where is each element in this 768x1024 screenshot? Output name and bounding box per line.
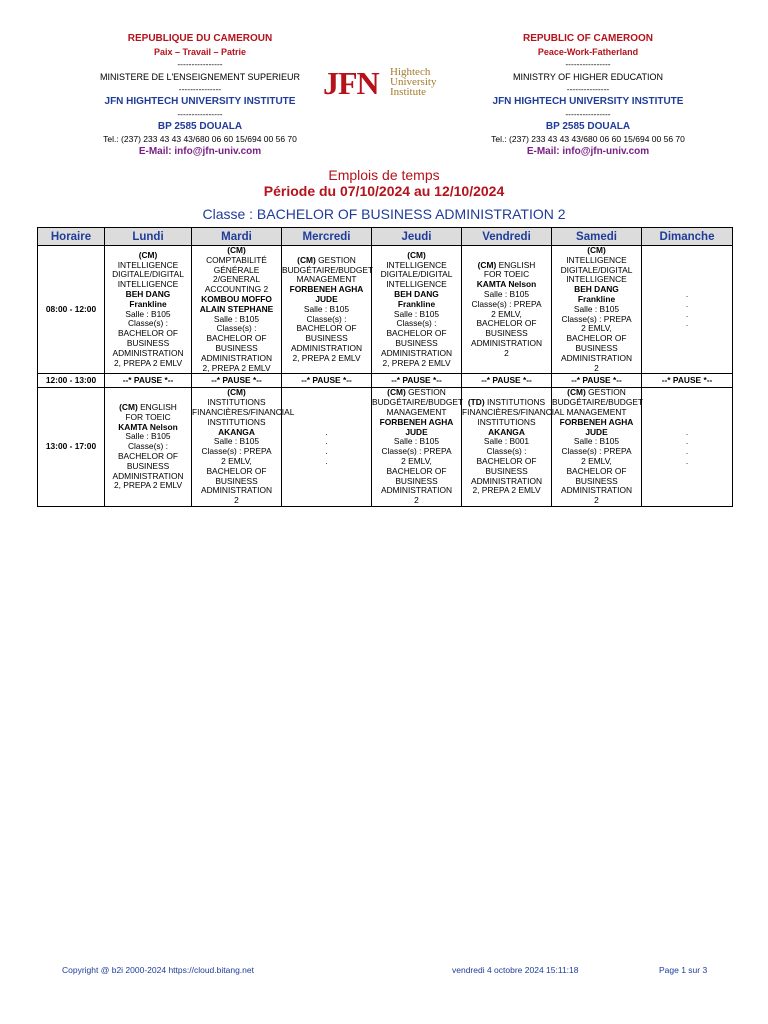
cell-line: Classe(s) : (396, 318, 437, 329)
cell-line: (CM) (407, 249, 426, 260)
cell-line: FINANCIÈRES/FINANCIAL (462, 406, 565, 417)
cell-line: Salle : B105 (573, 303, 620, 314)
cell-line: 2 (414, 495, 419, 506)
cell-line: 2, PREPA 2 EMLV (113, 480, 183, 491)
cell-line: . (685, 289, 689, 300)
cell-line: ADMINISTRATION (470, 475, 543, 486)
course-cell (192, 246, 282, 374)
cell-line: Salle : B105 (125, 431, 171, 442)
cell-line: . (685, 446, 689, 457)
cell-line: AKANGA (218, 426, 255, 437)
separator: ---------------- (177, 109, 223, 119)
cell-line: BUSINESS (305, 333, 348, 344)
cell-line: BUDGÉTAIRE/BUDGET (552, 397, 644, 408)
cell-line: BUDGÉTAIRE/BUDGET (282, 264, 374, 275)
pause-cell: --* PAUSE *-- (282, 374, 372, 388)
cell-line: ADMINISTRATION (380, 485, 453, 496)
timetable-row-afternoon (38, 388, 733, 507)
timetable-row-morning (38, 246, 733, 374)
cell-line: BUSINESS (575, 475, 618, 486)
cell-line: INSTITUTIONS (477, 416, 536, 427)
time-slot: 12:00 - 13:00 (38, 374, 105, 388)
country-name: REPUBLIQUE DU CAMEROUN (127, 33, 273, 44)
cell-line: Classe(s) : PREPA (561, 313, 632, 324)
cell-line: Salle : B105 (213, 313, 260, 324)
cell-line: Classe(s) : PREPA (201, 446, 272, 457)
cell-line: Salle : B105 (213, 436, 260, 447)
cell-line: FOR TOEIC (125, 411, 171, 422)
cell-line: ALAIN STEPHANE (199, 303, 274, 314)
cell-line: BACHELOR OF (566, 465, 627, 476)
cell-line: ADMINISTRATION (470, 338, 543, 349)
cell-line: (TD) INSTITUTIONS (467, 397, 546, 408)
time-slot: 13:00 - 17:00 (38, 388, 105, 507)
column-header: Mercredi (282, 228, 372, 246)
cell-line: KAMTA Nelson (118, 421, 178, 432)
cell-line: BACHELOR OF (117, 451, 179, 462)
cell-line: INTELLIGENCE (117, 279, 179, 290)
cell-line: AKANGA (488, 426, 525, 437)
course-cell (462, 246, 552, 374)
cell-line: DIGITALE/DIGITAL (560, 264, 633, 275)
cell-line: FORBENEH AGHA (289, 284, 364, 295)
postal-box: BP 2585 DOUALA (545, 120, 631, 132)
cell-line: BUSINESS (215, 475, 258, 486)
cell-line: FOR TOEIC (483, 269, 530, 280)
cell-line: 2 (504, 347, 509, 358)
cell-line: BACHELOR OF (386, 465, 447, 476)
cell-line: INTELLIGENCE (566, 274, 627, 285)
course-cell (282, 246, 372, 374)
cell-line: . (685, 298, 689, 309)
column-header: Jeudi (372, 228, 462, 246)
cell-line: 2 (594, 495, 599, 506)
cell-line: BACHELOR OF (206, 465, 267, 476)
cell-line: (CM) ENGLISH (477, 259, 536, 270)
course-cell (642, 388, 733, 507)
cell-line: BACHELOR OF (386, 328, 447, 339)
cell-line: . (325, 426, 328, 437)
course-cell (372, 246, 462, 374)
cell-line: . (325, 455, 328, 466)
institute-name: JFN HIGHTECH UNIVERSITY INSTITUTE (104, 95, 296, 107)
cell-line: 2 EMLV, (221, 455, 252, 466)
course-cell (372, 388, 462, 507)
cell-line: COMPTABILITÉ (206, 254, 267, 265)
cell-line: ADMINISTRATION (560, 485, 633, 496)
ministry-name: MINISTERE DE L'ENSEIGNEMENT SUPERIEUR (99, 71, 301, 82)
cell-line: Classe(s) : (127, 441, 169, 452)
course-cell (105, 246, 192, 374)
header-left (70, 33, 330, 158)
footer-print-date: vendredi 4 octobre 2024 15:11:18 (452, 965, 579, 975)
cell-line: FORBENEH AGHA (379, 416, 454, 427)
cell-line: FINANCIÈRES/FINANCIAL (192, 406, 295, 417)
cell-line: ADMINISTRATION (112, 470, 184, 481)
cell-line: Salle : B105 (303, 303, 350, 314)
cell-line: BUSINESS (575, 342, 618, 353)
cell-line: Frankline (129, 298, 167, 309)
footer-page-number: Page 1 sur 3 (659, 965, 708, 975)
course-cell (192, 387, 295, 507)
cell-line: (CM) (587, 245, 606, 255)
separator: ---------------- (565, 59, 611, 69)
cell-line: BACHELOR OF (566, 333, 627, 344)
phone-numbers: Tel.: (237) 233 43 43 43/680 06 60 15/694 00 56 70 (103, 134, 297, 144)
timetable (37, 227, 733, 507)
cell-line: BACHELOR OF (476, 318, 537, 329)
cell-line: (CM) (138, 249, 158, 260)
cell-line: GÉNÉRALE (213, 264, 260, 275)
cell-line: ADMINISTRATION (200, 352, 273, 363)
cell-line: BUSINESS (126, 460, 170, 471)
cell-line: 2, PREPA 2 EMLV (472, 485, 541, 496)
cell-line: Salle : B105 (393, 308, 440, 319)
cell-line: BEH DANG (574, 284, 619, 295)
cell-line: BACHELOR OF (476, 455, 537, 466)
cell-line: (CM) (227, 245, 246, 255)
pause-cell: --* PAUSE *-- (192, 374, 282, 388)
cell-line: (CM) (227, 387, 246, 398)
cell-line: . (685, 455, 689, 466)
column-header: Samedi (552, 228, 642, 246)
cell-line: MANAGEMENT (296, 274, 357, 285)
cell-line: INTELLIGENCE (566, 254, 627, 265)
cell-line: Salle : B105 (125, 308, 171, 319)
timetable-header-row (38, 228, 733, 246)
cell-line: BUSINESS (126, 338, 170, 349)
separator: --------------- (566, 84, 610, 94)
cell-line: MANAGEMENT (566, 406, 627, 417)
cell-line: 2 EMLV, (491, 308, 522, 319)
course-cell (642, 246, 733, 374)
pause-cell: --* PAUSE *-- (462, 374, 552, 388)
cell-line: BUSINESS (485, 465, 528, 476)
pause-cell: --* PAUSE *-- (552, 374, 642, 388)
cell-line: 2, PREPA 2 EMLV (382, 357, 451, 368)
separator: ---------------- (177, 59, 223, 69)
cell-line: INSTITUTIONS (207, 397, 266, 408)
cell-line: . (685, 318, 689, 329)
cell-line: Frankline (397, 298, 436, 309)
cell-line: BUDGÉTAIRE/BUDGET (372, 397, 464, 408)
column-header: Horaire (38, 228, 105, 246)
phone-numbers: Tel.: (237) 233 43 43 43/680 06 60 15/694 00 56 70 (491, 134, 685, 144)
timetable-row-break (38, 374, 733, 388)
cell-line: 2 EMLV, (581, 455, 612, 466)
cell-line: BUSINESS (485, 328, 528, 339)
separator: ---------------- (565, 109, 611, 119)
cell-line: DIGITALE/DIGITAL (380, 269, 453, 280)
cell-line: INTELLIGENCE (386, 259, 447, 270)
email-address: E-Mail: info@jfn-univ.com (526, 145, 650, 157)
cell-line: BACHELOR OF (117, 328, 179, 339)
pause-cell: --* PAUSE *-- (105, 374, 192, 388)
cell-line: Frankline (577, 293, 616, 304)
column-header: Vendredi (462, 228, 552, 246)
cell-line: BEH DANG (394, 289, 439, 300)
cell-line: BUSINESS (395, 475, 438, 486)
cell-line: KAMTA Nelson (476, 279, 537, 290)
course-cell (462, 388, 565, 507)
cell-line: ADMINISTRATION (290, 342, 363, 353)
cell-line: INTELLIGENCE (117, 259, 179, 270)
cell-line: ADMINISTRATION (112, 347, 184, 358)
cell-line: . (685, 436, 689, 447)
cell-line: 2, PREPA 2 EMLV (292, 352, 361, 363)
cell-line: 2 (234, 495, 239, 506)
institute-name: JFN HIGHTECH UNIVERSITY INSTITUTE (492, 95, 684, 107)
national-motto: Peace-Work-Fatherland (537, 46, 639, 57)
class-title: Classe : BACHELOR OF BUSINESS ADMINISTRATION 2 (202, 206, 566, 222)
time-slot: 08:00 - 12:00 (38, 246, 105, 374)
jfn-logo (323, 66, 463, 102)
cell-line: Salle : B105 (393, 436, 440, 447)
cell-line: Salle : B105 (483, 289, 530, 300)
page-title: Emplois de temps (328, 167, 440, 183)
national-motto: Paix – Travail – Patrie (153, 46, 247, 57)
cell-line: Classe(s) : (486, 446, 527, 457)
footer-copyright: Copyright @ b2i 2000-2024 https://cloud.bitang.net (62, 965, 254, 975)
cell-line: . (685, 308, 689, 319)
cell-line: 2/GENERAL (212, 274, 260, 285)
cell-line: (CM) GESTION (297, 254, 356, 265)
email-address: E-Mail: info@jfn-univ.com (138, 145, 262, 157)
logo-letters: JFN (323, 65, 379, 101)
separator: --------------- (178, 84, 222, 94)
pause-cell: --* PAUSE *-- (642, 374, 733, 388)
cell-line: ADMINISTRATION (200, 485, 273, 496)
cell-line: (CM) ENGLISH (119, 402, 177, 413)
cell-line: Classe(s) : (306, 313, 347, 324)
cell-line: 2 (594, 362, 599, 373)
cell-line: INSTITUTIONS (207, 416, 266, 427)
cell-line: . (325, 446, 328, 457)
cell-line: . (325, 436, 328, 447)
cell-line: 2, PREPA 2 EMLV (202, 362, 271, 373)
course-cell (552, 246, 642, 374)
logo-subtitle: Hightech University Institute (390, 66, 437, 98)
cell-line: BEH DANG (125, 289, 171, 300)
postal-box: BP 2585 DOUALA (157, 120, 243, 132)
cell-line: INTELLIGENCE (386, 279, 447, 290)
column-header: Dimanche (642, 228, 733, 246)
cell-line: Classe(s) : PREPA (381, 446, 452, 457)
cell-line: ADMINISTRATION (560, 352, 633, 363)
cell-line: DIGITALE/DIGITAL (112, 269, 184, 280)
course-cell (105, 388, 192, 507)
course-cell (282, 388, 372, 507)
cell-line: (CM) GESTION (387, 387, 446, 398)
header-right (458, 33, 718, 158)
cell-line: Classe(s) : (127, 318, 169, 329)
cell-line: Salle : B105 (573, 436, 620, 447)
course-cell (552, 388, 642, 507)
cell-line: JUDE (315, 293, 338, 304)
cell-line: (CM) GESTION (567, 387, 626, 398)
cell-line: BUSINESS (395, 338, 438, 349)
cell-line: ACCOUNTING 2 (204, 284, 269, 295)
cell-line: 2, PREPA 2 EMLV (113, 357, 183, 368)
column-header: Lundi (105, 228, 192, 246)
cell-line: BACHELOR OF (206, 333, 267, 344)
cell-line: FORBENEH AGHA (559, 416, 634, 427)
cell-line: Classe(s) : PREPA (471, 298, 542, 309)
cell-line: ADMINISTRATION (380, 347, 453, 358)
cell-line: BACHELOR OF (296, 323, 357, 334)
period-title: Période du 07/10/2024 au 12/10/2024 (263, 183, 505, 199)
cell-line: BUSINESS (215, 342, 258, 353)
cell-line: . (685, 426, 689, 437)
ministry-name: MINISTRY OF HIGHER EDUCATION (512, 71, 663, 82)
column-header: Mardi (192, 228, 282, 246)
cell-line: JUDE (585, 426, 608, 437)
cell-line: JUDE (405, 426, 428, 437)
country-name: REPUBLIC OF CAMEROON (523, 33, 653, 44)
cell-line: Salle : B001 (483, 436, 530, 447)
pause-cell: --* PAUSE *-- (372, 374, 462, 388)
cell-line: Classe(s) : (216, 323, 257, 334)
cell-line: MANAGEMENT (386, 406, 447, 417)
cell-line: KOMBOU MOFFO (201, 293, 272, 304)
cell-line: 2 EMLV, (581, 323, 612, 334)
cell-line: 2 EMLV, (401, 455, 432, 466)
cell-line: Classe(s) : PREPA (561, 446, 632, 457)
